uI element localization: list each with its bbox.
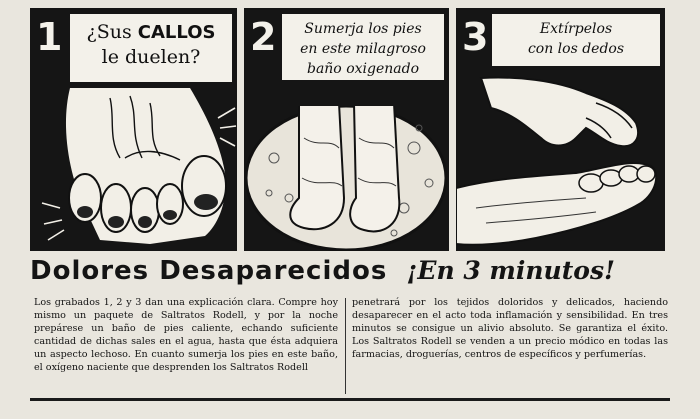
panel-3 xyxy=(456,8,665,251)
headline xyxy=(30,256,670,290)
caption-line: Extírpelos xyxy=(539,21,613,37)
caption-text: ¿Sus xyxy=(86,21,138,43)
body-columns xyxy=(34,296,668,394)
caption-line: Sumerja los pies xyxy=(304,21,422,37)
panel-number: 1 xyxy=(36,15,63,59)
caption-text: le duelen? xyxy=(101,46,201,68)
bottom-rule xyxy=(30,398,670,401)
body-column-right: penetrará por los tejidos doloridos y delicados, haciendo desaparecer en el acto toda inflamación y sensibilidad. En tres minutos se consigue un alivio absoluto. Se garantiza el éxito. Los Saltratos Rodell se venden a un precio módico en todas las farmacias, droguerías, centros de específicos y perfumerías. xyxy=(352,297,668,360)
headline-sub: ¡En 3 minutos! xyxy=(406,256,616,285)
headline-main: Dolores Desaparecidos xyxy=(30,256,388,286)
caption-line: en este milagroso xyxy=(300,41,426,57)
caption-bold-word: CALLOS xyxy=(137,22,216,43)
panel-2 xyxy=(244,8,449,251)
panel-number: 3 xyxy=(462,15,489,59)
column-divider xyxy=(345,298,346,394)
caption-line: con los dedos xyxy=(527,41,625,57)
panel-1 xyxy=(30,8,237,251)
caption-line: baño oxigenado xyxy=(306,61,419,77)
body-column-left: Los grabados 1, 2 y 3 dan una explicación clara. Compre hoy mismo un paquete de Saltratos Rodell, y por la noche prepárese un baño de pies caliente, echando suficiente cantidad de dichas sales en el agua, hasta que ésta adquiera un aspecto lechoso. En cuanto sumerja los pies en este baño, el oxígeno naciente que desprenden los Saltratos Rodell xyxy=(34,297,338,373)
panel-number: 2 xyxy=(250,15,277,59)
panel-caption xyxy=(70,14,232,82)
panel-caption xyxy=(282,14,444,80)
panel-caption xyxy=(492,14,660,66)
